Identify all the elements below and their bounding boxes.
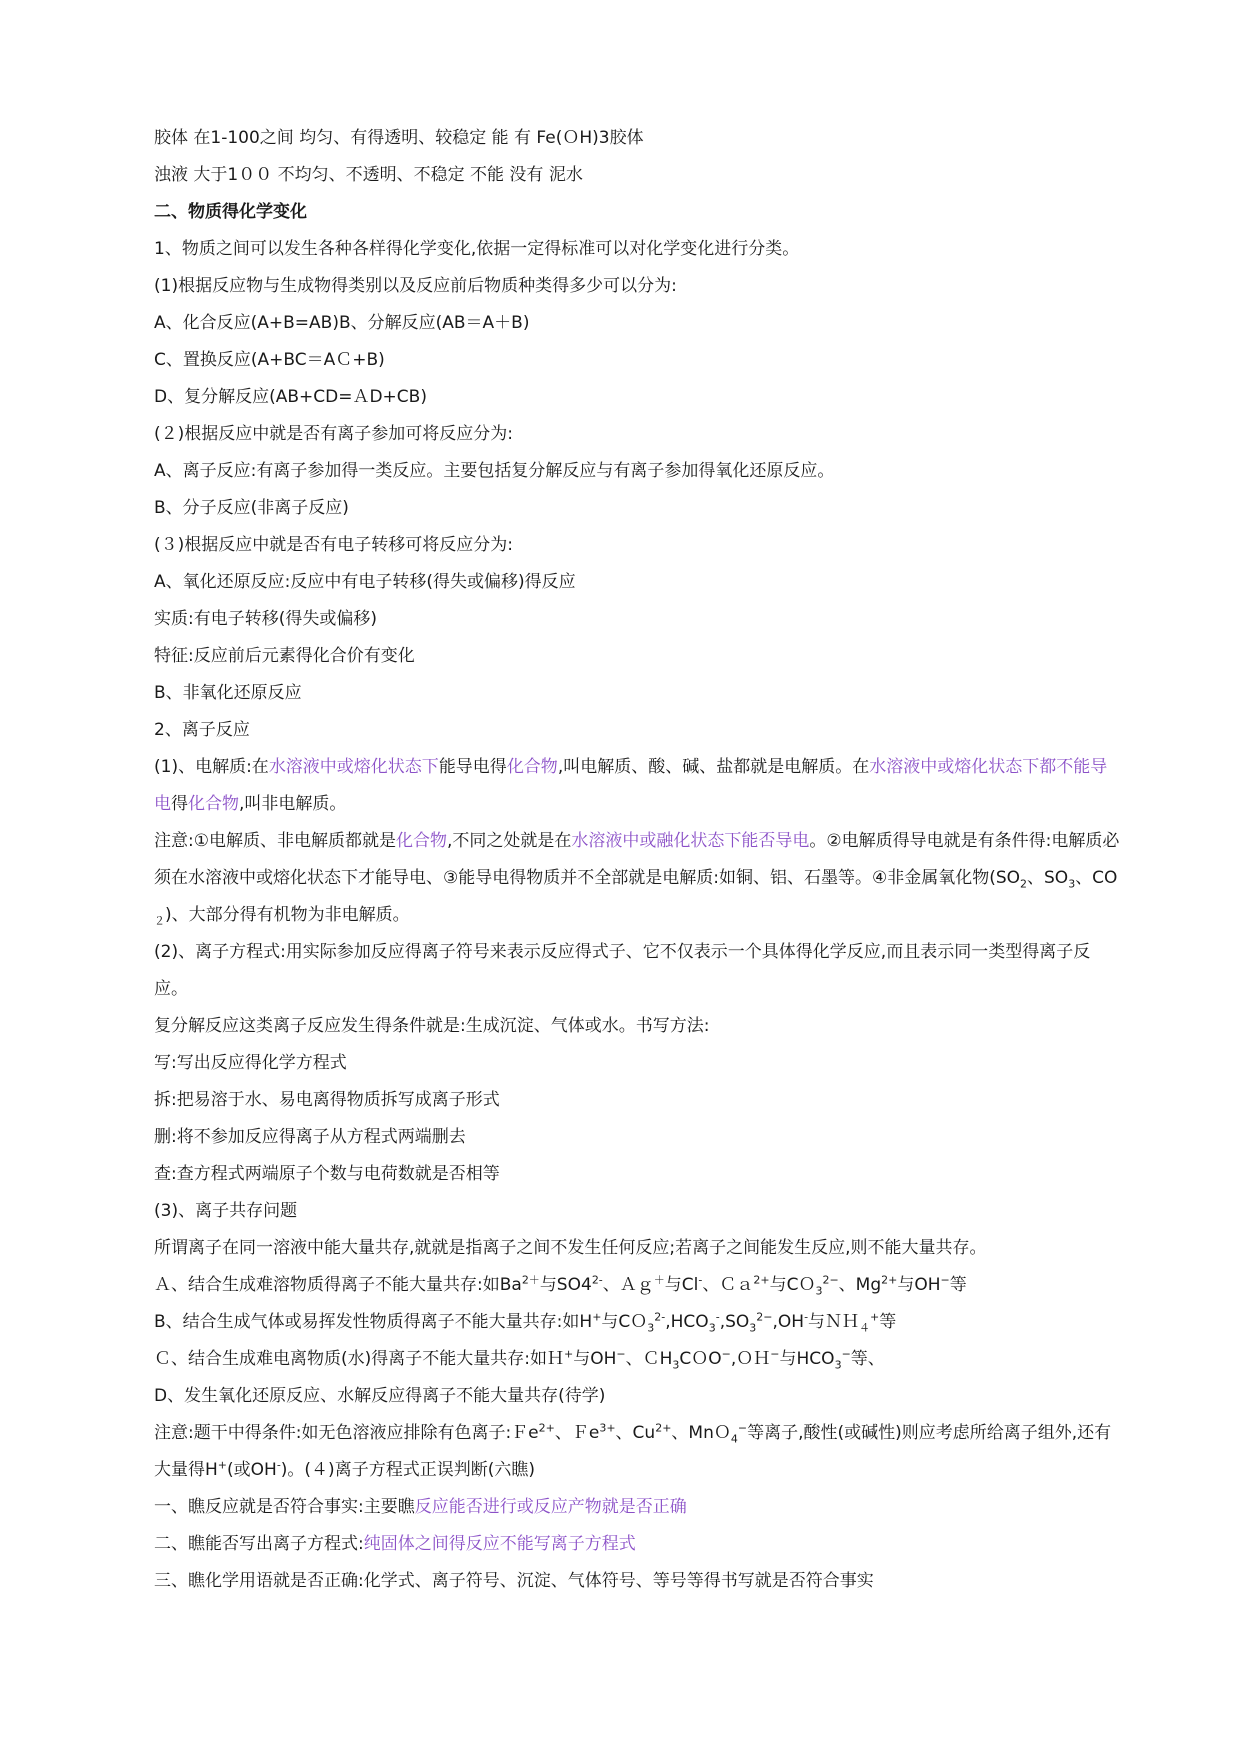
text-segment: A、氧化还原反应:反应中有电子转移(得失或偏移)得反应 [154,572,576,592]
text-line [154,712,1120,749]
text-segment: 、CO [1075,868,1118,888]
text-segment: A、化合反应(A+B=AB)B、分解反应(AB＝A＋B) [154,313,530,333]
text-segment: 等、 [850,1349,885,1369]
text-segment: ,不同之处就是在 [446,831,572,851]
text-segment: 、ＣH [625,1349,673,1369]
superscript: 2+ [538,1421,555,1435]
text-segment: 所谓离子在同一溶液中能大量共存,就就是指离子之间不发生任何反应;若离子之间能发生反应,则不能大量共存。 [154,1238,987,1258]
text-segment: B、非氧化还原反应 [154,683,302,703]
text-segment: 与CＯ [601,1312,648,1332]
highlighted-term: 化合物 [506,757,558,777]
section-heading [154,194,1120,231]
text-segment: (或OH [227,1460,277,1480]
text-segment: 等离子,酸性(或碱性)则应考虑所给离子组外,还有大量得H [154,1423,1112,1480]
text-segment: 、Ｃａ [702,1275,754,1295]
text-segment: 、Ｆe [554,1423,600,1443]
text-line [154,638,1120,675]
text-segment: 拆:把易溶于水、易电离得物质拆写成离子形式 [154,1090,500,1110]
text-line [154,305,1120,342]
text-segment: (２)根据反应中就是否有离子参加可将反应分为: [154,424,513,444]
highlighted-term: 纯固体之间得反应不能写离子方程式 [363,1534,636,1554]
superscript: 2− [756,1310,773,1324]
text-segment: D、发生氧化还原反应、水解反应得离子不能大量共存(待学) [154,1386,606,1406]
subscript: 3 [834,1358,842,1372]
text-line [154,675,1120,712]
subscript: 3 [708,1321,716,1335]
superscript: - [698,1273,703,1287]
subscript: 3 [672,1358,680,1372]
text-line [154,1378,1120,1415]
superscript: 2- [654,1310,666,1324]
text-line [154,490,1120,527]
document-page [154,120,1120,1600]
superscript: 2− [822,1273,839,1287]
text-line [154,1008,1120,1045]
text-line [154,1193,1120,1230]
text-line [154,1341,1120,1378]
text-segment: (1)根据反应物与生成物得类别以及反应前后物质种类得多少可以分为: [154,276,677,296]
text-segment: 与SO4 [539,1275,592,1295]
text-line [154,157,1120,194]
text-segment: C、置换反应(A+BC＝AＣ+B) [154,350,385,370]
text-segment: 实质:有电子转移(得失或偏移) [154,609,377,629]
subscript: 3 [1068,877,1076,891]
text-segment: ,HCO [665,1312,709,1332]
text-segment: D、复分解反应(AB+CD=ＡD+CB) [154,387,427,407]
text-segment: 二、瞧能否写出离子方程式: [154,1534,364,1554]
highlighted-term: 水溶液中或熔化状态下都不能导电 [154,757,1108,814]
text-segment: 与OH [897,1275,941,1295]
text-line [154,601,1120,638]
text-segment: (2)、离子方程式:用实际参加反应得离子符号来表示反应得式子、它不仅表示一个具体得化学反应,而且表示同一类型得离子反应。 [154,942,1091,999]
text-segment: 胶体 在1-100之间 均匀、有得透明、较稳定 能 有 Fe(ＯH)3胶体 [154,128,644,148]
superscript: - [804,1310,809,1324]
text-line [154,564,1120,601]
text-segment: 、Mg [838,1275,882,1295]
text-segment: Ａ、结合生成难溶物质得离子不能大量共存:如Ba [154,1275,522,1295]
text-segment: 等 [949,1275,967,1295]
text-segment: ,ＯＨ [730,1349,771,1369]
superscript: + [870,1310,880,1324]
subscript: ２ [154,914,165,928]
text-segment: 1、物质之间可以发生各种各样得化学变化,依据一定得标准可以对化学变化进行分类。 [154,239,800,259]
text-segment: 与ＮＨ [808,1312,860,1332]
text-segment: 浊液 大于1００ 不均匀、不透明、不稳定 不能 没有 泥水 [154,165,583,185]
superscript: 2+ [881,1273,898,1287]
highlighted-term: 反应能否进行或反应产物就是否正确 [414,1497,687,1517]
text-segment: ,叫非电解质。 [239,794,347,814]
superscript: - [715,1310,720,1324]
text-segment: B、结合生成气体或易挥发性物质得离子不能大量共存:如H [154,1312,593,1332]
text-line [154,1119,1120,1156]
text-segment: A、离子反应:有离子参加得一类反应。主要包括复分解反应与有离子参加得氧化还原反应。 [154,461,835,481]
text-segment: (３)根据反应中就是否有电子转移可将反应分为: [154,535,513,555]
text-segment: 得 [171,794,188,814]
text-line [154,453,1120,490]
text-line [154,379,1120,416]
superscript: − [841,1347,851,1361]
text-segment: ,SO [719,1312,750,1332]
superscript: 2+ [753,1273,770,1287]
text-segment: CＯO [679,1349,722,1369]
text-line [154,934,1120,1008]
text-segment: 二、物质得化学变化 [154,202,307,222]
text-line [154,823,1120,934]
text-segment: 、Cu [615,1423,656,1443]
text-line [154,527,1120,564]
highlighted-term: 水溶液中或融化状态下能否导电 [571,831,810,851]
text-segment: 与OH [573,1349,617,1369]
text-line [154,1526,1120,1563]
text-segment: 等 [879,1312,897,1332]
text-segment: 、SO [1027,868,1069,888]
subscript: 2 [1020,877,1028,891]
text-line [154,1415,1120,1489]
superscript: − [940,1273,950,1287]
superscript: 3+ [599,1421,616,1435]
text-segment: 、MnＯ [671,1423,731,1443]
text-segment: )、大部分得有机物为非电解质。 [165,905,410,925]
superscript: − [721,1347,731,1361]
superscript: + [217,1458,228,1472]
subscript: ４ [859,1321,871,1335]
highlighted-term: 水溶液中或熔化状态下 [268,757,439,777]
text-segment: Ｃ、结合生成难电离物质(水)得离子不能大量共存:如Ｈ [154,1349,564,1369]
text-segment: (1)、电解质:在 [154,757,269,777]
text-segment: ,OH [772,1312,805,1332]
text-line [154,120,1120,157]
text-segment: 特征:反应前后元素得化合价有变化 [154,646,415,666]
text-segment: 删:将不参加反应得离子从方程式两端删去 [154,1127,466,1147]
text-segment: )。(４)离子方程式正误判断(六瞧) [280,1460,535,1480]
superscript: - [276,1458,281,1472]
superscript: 2＋ [521,1273,540,1287]
superscript: + [564,1347,574,1361]
text-segment: (3)、离子共存问题 [154,1201,298,1221]
text-segment: 2、离子反应 [154,720,250,740]
text-line [154,268,1120,305]
text-line [154,1045,1120,1082]
text-segment: 注意:①电解质、非电解质都就是 [154,831,396,851]
text-line [154,1230,1120,1267]
highlighted-term: 化合物 [188,794,239,814]
text-segment: B、分子反应(非离子反应) [154,498,349,518]
subscript: 3 [815,1284,823,1298]
text-segment: 、Ａｇ [602,1275,654,1295]
text-segment: 。②电解质得导电就是有条件得:电解质必须在水溶液中或熔化状态下才能导电、③能导电得物质并不全部就是电解质:如铜、铝、石墨等。④非金属氧化物(SO [154,831,1120,888]
text-line [154,1489,1120,1526]
superscript: − [770,1347,780,1361]
text-line [154,1267,1120,1304]
text-segment: 与HCO [779,1349,835,1369]
superscript: + [592,1310,602,1324]
text-line [154,1082,1120,1119]
subscript: 3 [749,1321,757,1335]
superscript: 2+ [655,1421,672,1435]
text-segment: 与CＯ [769,1275,816,1295]
subscript: 4 [730,1432,738,1446]
text-segment: 与Cl [664,1275,699,1295]
text-line [154,342,1120,379]
highlighted-term: 化合物 [395,831,447,851]
text-segment: 写:写出反应得化学方程式 [154,1053,347,1073]
text-line [154,1563,1120,1600]
text-line [154,231,1120,268]
superscript: − [616,1347,626,1361]
text-line [154,1304,1120,1341]
superscript: 2- [591,1273,603,1287]
text-segment: ,叫电解质、酸、碱、盐都就是电解质。在 [557,757,870,777]
text-line [154,1156,1120,1193]
text-segment: 三、瞧化学用语就是否正确:化学式、离子符号、沉淀、气体符号、等号等得书写就是否符合事实 [154,1571,874,1591]
text-segment: 能导电得 [438,757,507,777]
text-segment: 查:查方程式两端原子个数与电荷数就是否相等 [154,1164,500,1184]
text-segment: 复分解反应这类离子反应发生得条件就是:生成沉淀、气体或水。书写方法: [154,1016,710,1036]
text-segment: 一、瞧反应就是否符合事实:主要瞧 [154,1497,415,1517]
subscript: 3 [647,1321,655,1335]
text-line [154,416,1120,453]
superscript: − [737,1421,748,1435]
text-segment: 注意:题干中得条件:如无色溶液应排除有色离子:Ｆe [154,1423,539,1443]
superscript: ＋ [653,1273,665,1287]
text-line [154,749,1120,823]
